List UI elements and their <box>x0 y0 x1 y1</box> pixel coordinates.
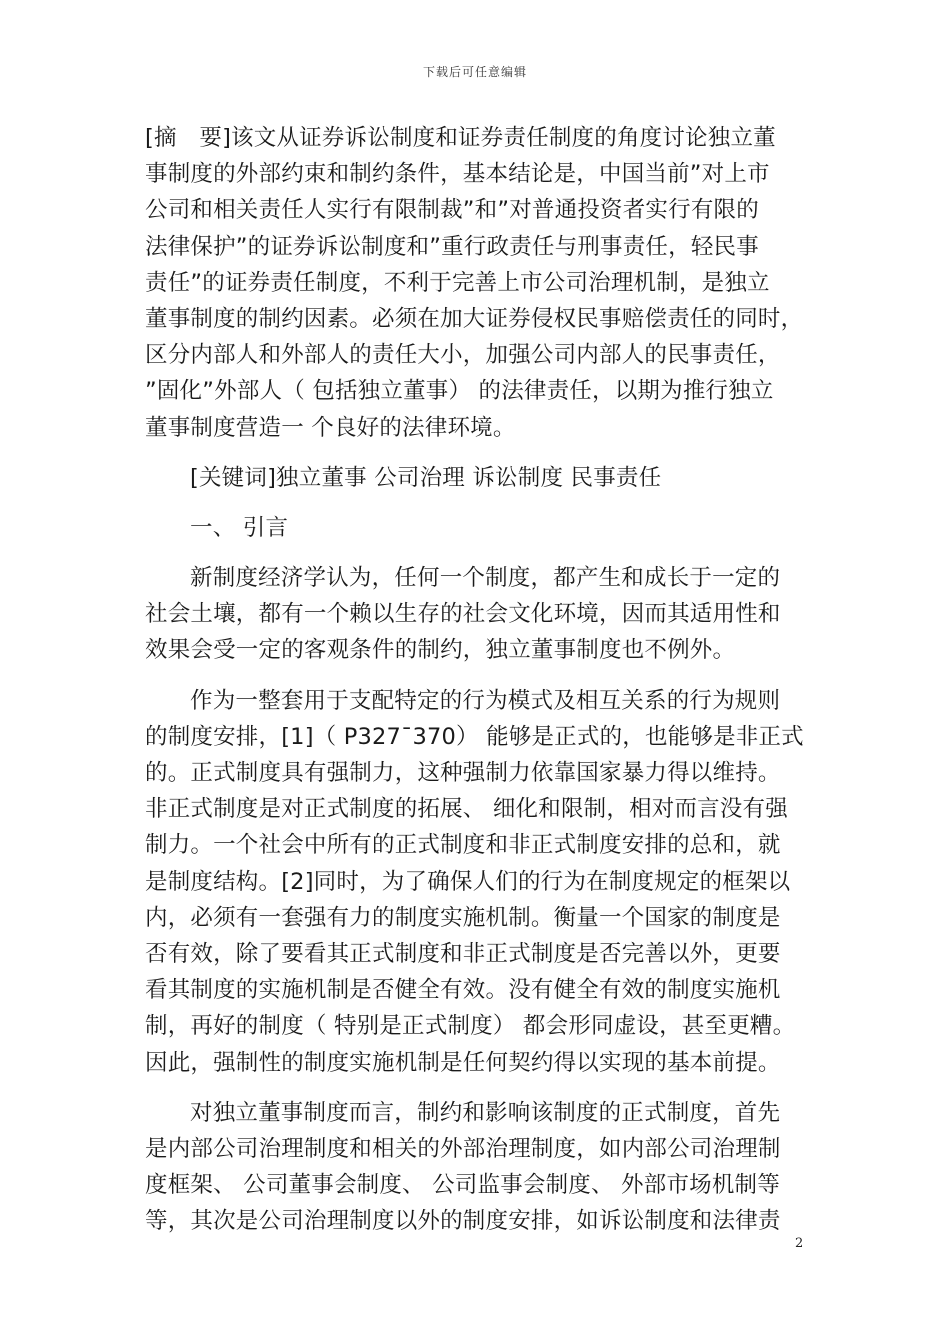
abstract-line: [摘 要]该文从证券诉讼制度和证券责任制度的角度讨论独立董 <box>145 125 776 151</box>
paragraph-line: 制力。一个社会中所有的正式制度和非正式制度安排的总和，就 <box>145 832 781 859</box>
section-heading-paragraph <box>145 510 810 546</box>
paragraph-line: 效果会受一定的客观条件的制约，独立董事制度也不例外。 <box>145 637 736 664</box>
paragraph-line: 内，必须有一套强有力的制度实施机制。衡量一个国家的制度是 <box>145 904 781 931</box>
abstract-line: 区分内部人和外部人的责任大小，加强公司内部人的民事责任， <box>145 342 781 369</box>
abstract-line: 法律保护”的证券诉讼制度和”重行政责任与刑事责任，轻民事 <box>145 233 759 260</box>
paragraph-line: 是制度结构。[2]同时，为了确保人们的行为在制度规定的框架以 <box>145 868 791 895</box>
paragraph-gap <box>145 1081 810 1095</box>
keywords-line: [关键词]独立董事 公司治理 诉讼制度 民事责任 <box>190 464 662 491</box>
paragraph-line: 的。正式制度具有强制力，这种强制力依靠国家暴力得以维持。 <box>145 760 781 786</box>
abstract-paragraph <box>145 120 810 446</box>
paragraph-line: 对独立董事制度而言，制约和影响该制度的正式制度，首先 <box>190 1099 781 1126</box>
paragraph-line: 非正式制度是对正式制度的拓展、 细化和限制，相对而言没有强 <box>145 796 788 823</box>
abstract-line: 事制度的外部约束和制约条件，基本结论是，中国当前”对上市 <box>145 161 770 188</box>
paragraph-line: 看其制度的实施机制是否健全有效。没有健全有效的制度实施机 <box>145 977 781 1004</box>
paragraph-line: 因此，强制性的制度实施机制是任何契约得以实现的基本前提。 <box>145 1049 781 1076</box>
body-paragraph-3 <box>145 1095 810 1240</box>
body-paragraph-1 <box>145 560 810 669</box>
body-paragraph-2 <box>145 683 810 1081</box>
paragraph-gap <box>145 446 810 460</box>
paragraph-line: 的制度安排，[1]（ P327¯370） 能够是正式的，也能够是非正式 <box>145 723 804 750</box>
paragraph-gap <box>145 496 810 510</box>
abstract-line: 董事制度营造一 个良好的法律环境。 <box>145 414 516 441</box>
paragraph-line: 等，其次是公司治理制度以外的制度安排，如诉讼制度和法律责 <box>145 1208 781 1235</box>
abstract-line: 董事制度的制约因素。必须在加大证券侵权民事赔偿责任的同时， <box>145 305 804 332</box>
paragraph-line: 新制度经济学认为，任何一个制度，都产生和成长于一定的 <box>190 565 781 592</box>
keywords-paragraph <box>145 460 810 496</box>
paragraph-line: 制，再好的制度（ 特别是正式制度） 都会形同虚设，甚至更糟。 <box>145 1013 796 1040</box>
paragraph-line: 度框架、 公司董事会制度、 公司监事会制度、 外部市场机制等 <box>145 1172 780 1199</box>
paragraph-line: 是内部公司治理制度和相关的外部治理制度，如内部公司治理制 <box>145 1135 781 1162</box>
paragraph-line: 否有效，除了要看其正式制度和非正式制度是否完善以外，更要 <box>145 940 781 967</box>
paragraph-line: 社会土壤，都有一个赖以生存的社会文化环境，因而其适用性和 <box>145 601 781 628</box>
paragraph-gap <box>145 669 810 683</box>
document-body <box>145 120 810 1239</box>
abstract-line: 责任”的证券责任制度，不利于完善上市公司治理机制，是独立 <box>145 269 770 296</box>
paragraph-gap <box>145 546 810 560</box>
abstract-line: ”固化”外部人（ 包括独立董事） 的法律责任，以期为推行独立 <box>145 378 774 405</box>
section-heading: 一、 引言 <box>190 514 289 541</box>
paragraph-line: 作为一整套用于支配特定的行为模式及相互关系的行为规则 <box>190 687 781 714</box>
page-number: 2 <box>795 1236 804 1251</box>
page-header-note: 下载后可任意编辑 <box>422 65 527 79</box>
abstract-line: 公司和相关责任人实行有限制裁”和”对普通投资者实行有限的 <box>145 197 759 224</box>
